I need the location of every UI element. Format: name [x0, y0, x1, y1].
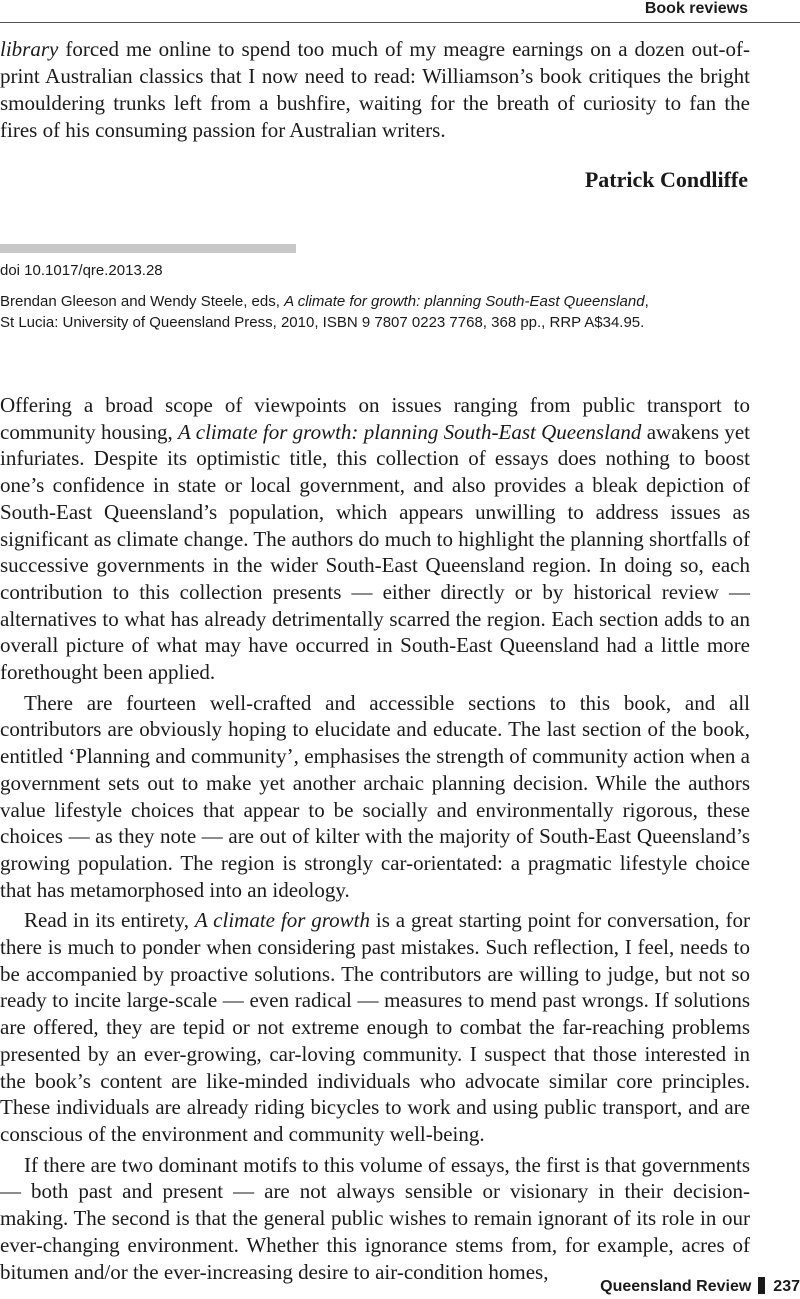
reviewer-name: Patrick Condliffe	[584, 167, 748, 192]
p3-text-b: is a great starting point for conversation, for there is much to ponder when considering past mistakes. Such reflection, I feel, needs to be accompanied by proactive solutions. The contributors are willing to judge, but not so ready to incite large-scale — even radical — measures to mend past wrongs. If solutions are offered, they are tepid or not extreme enough to combat the far-reaching problems presented by an ever-growing, car-loving community. I suspect that those interested in the book’s content are like-minded individuals who advocate similar core principles. These individuals are already riding bicycles to work and using public transport, and are conscious of the environment and community well-being.	[0, 908, 750, 1146]
citation-title-suffix: ,	[644, 293, 649, 310]
previous-review-closing-paragraph	[0, 36, 750, 144]
citation-details: St Lucia: University of Queensland Press, 2010, ISBN 9 7807 0223 7768, 368 pp., RRP A$34.95.	[0, 314, 645, 331]
review-body	[0, 392, 750, 1289]
p1-text-b: awakens yet infuriates. Despite its optimistic title, this collection of essays does nothing to boost one’s confidence in state or local government, and also provides a bleak depiction of South-East Queensland’s population, which appears unwilling to address issues as significant as climate change. The authors do much to highlight the planning shortfalls of successive governments in the wider South-East Queensland region. In doing so, each contribution to this collection presents — either directly or by historical review — alternatives to what has already detrimentally scarred the region. Each section adds to an overall picture of what may have occurred in South-East Queensland had a little more forethought been applied.	[0, 419, 750, 685]
p1-book-title: A climate for growth: planning South-East Queensland	[178, 419, 642, 444]
review-paragraph-4: If there are two dominant motifs to this volume of essays, the first is that governments — both past and present — are not always sensible or visionary in their decision-making. The second is that the general public wishes to remain ignorant of its role in our ever-changing environment. Whether this ignorance stems from, for example, acres of bitumen and/or the ever-increasing desire to air-condition homes,	[0, 1152, 750, 1284]
review-paragraph-2: There are fourteen well-crafted and accessible sections to this book, and all contributors are obviously hoping to elucidate and educate. The last section of the book, entitled ‘Planning and community’, emphasises the strength of community action when a government sets out to make yet another archaic planning decision. While the authors value lifestyle choices that appear to be socially and environmentally rigorous, these choices — as they note — are out of kilter with the majority of South-East Queensland’s growing population. The region is strongly car-orientated: a pragmatic lifestyle choice that has metamorphosed into an ideology.	[0, 690, 750, 902]
citation-line-1	[0, 291, 760, 312]
previous-review-text: forced me online to spend too much of my meagre earnings on a dozen out-of-print Australian classics that I now need to read: Williamson’s book critiques the bright smouldering trunks left from a bushfire, waiting for the breath of curiosity to fan the fires of his consuming passion for Australian writers.	[0, 37, 750, 142]
p3-book-title: A climate for growth	[194, 908, 370, 933]
doi-link[interactable]: doi 10.1017/qre.2013.28	[0, 262, 163, 279]
p1-text-a: Offering a broad scope of viewpoints on issues ranging from public transport to community housing,	[0, 393, 750, 444]
running-head: Book reviews	[644, 0, 748, 17]
citation-title: A climate for growth: planning South-East Queensland	[284, 293, 645, 310]
citation-authors: Brendan Gleeson and Wendy Steele, eds,	[0, 293, 285, 310]
page-number: 237	[773, 1278, 800, 1295]
library-italic: library	[0, 37, 59, 61]
book-citation	[0, 291, 760, 333]
section-separator	[0, 244, 296, 253]
header-rule	[0, 22, 800, 23]
review-paragraph-1	[0, 392, 750, 686]
review-paragraph-3	[0, 907, 750, 1147]
journal-name: Queensland Review	[600, 1278, 752, 1295]
footer-bar	[758, 1277, 765, 1294]
p3-text-a: Read in its entirety,	[24, 908, 195, 933]
page-footer	[600, 1277, 800, 1296]
